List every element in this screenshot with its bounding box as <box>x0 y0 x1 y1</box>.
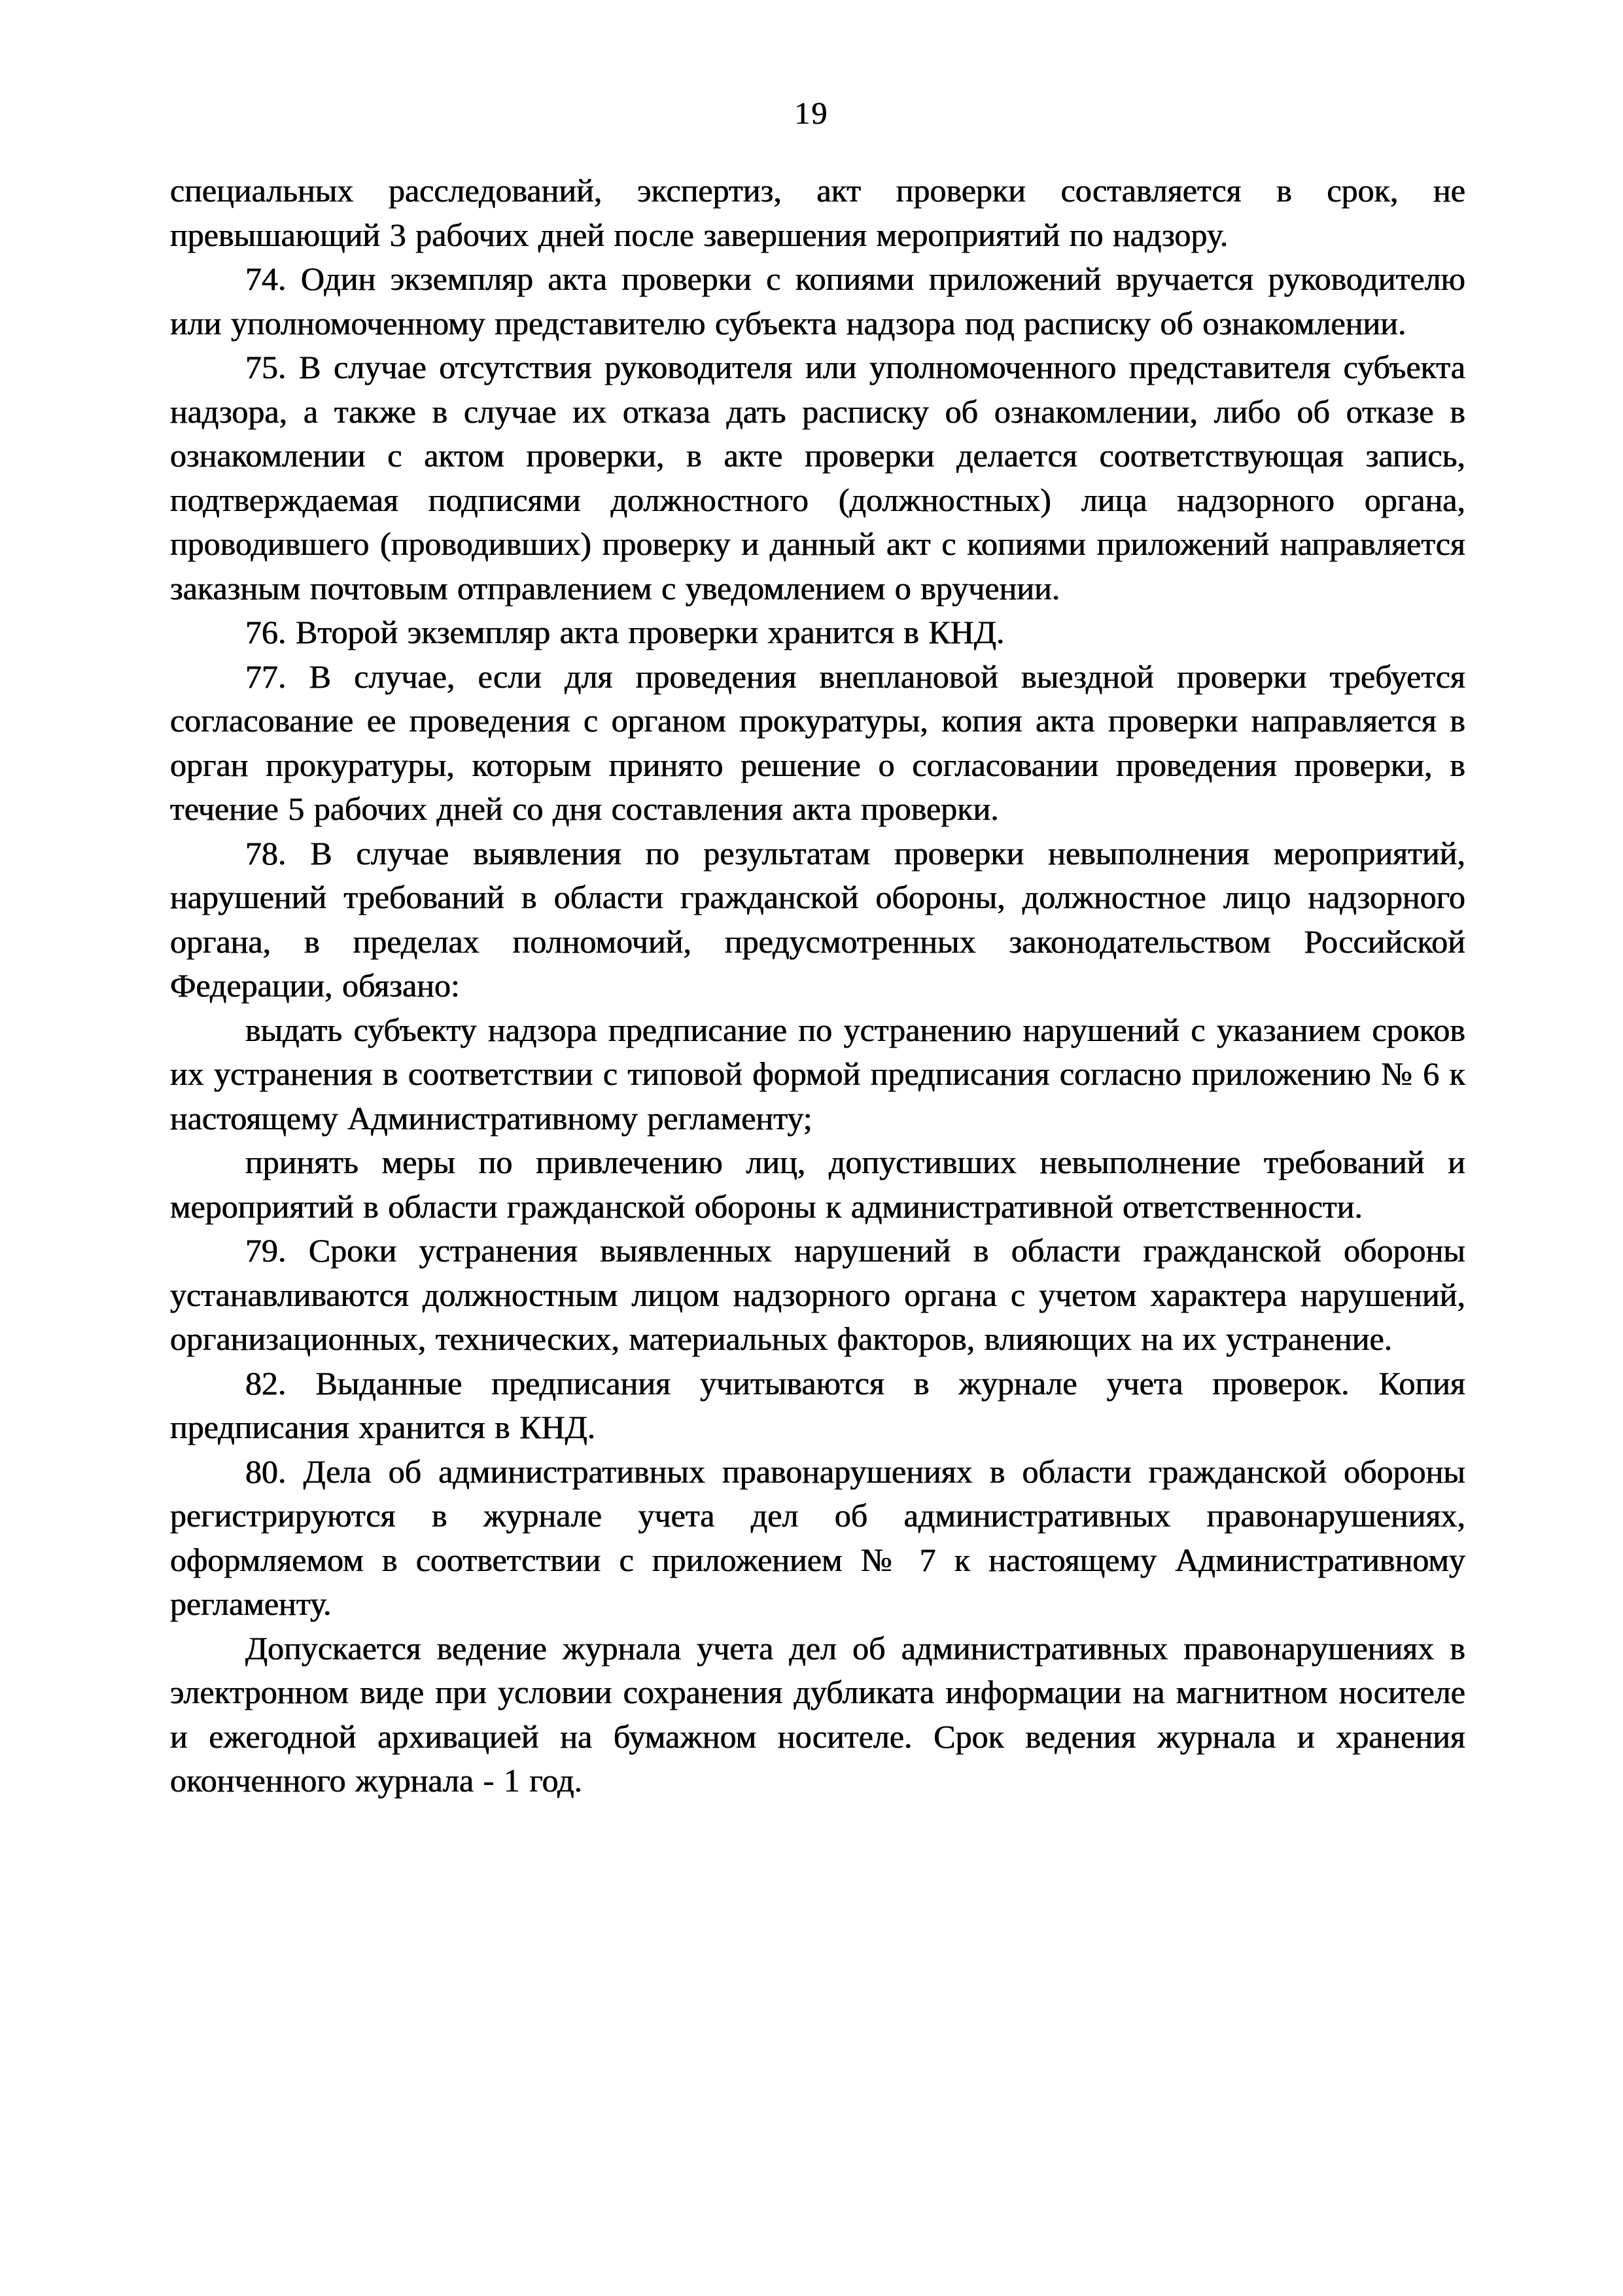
paragraph-continuation-from-previous-page: специальных расследований, экспертиз, акт проверки составляется в срок, не превышающий 3 рабочих дней после завершения мероприятий по надзору. <box>170 172 1465 253</box>
paragraph-80-continuation: Допускается ведение журнала учета дел об административных правонарушениях в электронном виде при условии сохранения дубликата информации на магнитном носителе и ежегодной архивацией на бумажном носителе. Срок ведения журнала и хранения оконченного журнала - 1 год. <box>170 1629 1465 1799</box>
paragraph-74: 74. Один экземпляр акта проверки с копиями приложений вручается руководителю или уполномоченному представителю субъекта надзора под расписку об ознакомлении. <box>170 260 1465 342</box>
paragraph-78-subitem-2: принять меры по привлечению лиц, допустивших невыполнение требований и мероприятий в области гражданской обороны к административной ответственности. <box>170 1144 1465 1225</box>
paragraph-78-subitem-1: выдать субъекту надзора предписание по устранению нарушений с указанием сроков их устранения в соответствии с типовой формой предписания согласно приложению № 6 к настоящему Административному регламенту; <box>170 1011 1465 1137</box>
paragraph-82: 82. Выданные предписания учитываются в журнале учета проверок. Копия предписания хранится в КНД. <box>170 1364 1465 1445</box>
paragraph-76: 76. Второй экземпляр акта проверки хранится в КНД. <box>245 614 1005 650</box>
page-number: 19 <box>794 96 829 131</box>
paragraph-79: 79. Сроки устранения выявленных нарушений в области гражданской обороны устанавливаются должностным лицом надзорного органа с учетом характера нарушений, организационных, технических, материальных факторов, влияющих на их устранение. <box>170 1232 1465 1357</box>
paragraph-80: 80. Дела об административных правонарушениях в области гражданской обороны регистрируются в журнале учета дел об административных правонарушениях, оформляемом в соответствии с приложением № 7 к настоящему Административному регламенту. <box>170 1453 1465 1622</box>
paragraph-78: 78. В случае выявления по результатам проверки невыполнения мероприятий, нарушений требований в области гражданской обороны, должностное лицо надзорного органа, в пределах полномочий, предусмотренных законодательством Российской Федерации, обязано: <box>170 834 1465 1004</box>
document-text-block <box>170 169 1465 1803</box>
paragraph-75: 75. В случае отсутствия руководителя или уполномоченного представителя субъекта надзора, а также в случае их отказа дать расписку об ознакомлении, либо об отказе в ознакомлении с актом проверки, в акте проверки делается соответствующая запись, подтверждаемая подписями должностного (должностных) лица надзорного органа, проводившего (проводивших) проверку и данный акт с копиями приложений направляется заказным почтовым отправлением с уведомлением о вручении. <box>170 349 1465 607</box>
paragraph-77: 77. В случае, если для проведения внеплановой выездной проверки требуется согласование ее проведения с органом прокуратуры, копия акта проверки направляется в орган прокуратуры, которым принято решение о согласовании проведения проверки, в течение 5 рабочих дней со дня составления акта проверки. <box>170 658 1465 827</box>
